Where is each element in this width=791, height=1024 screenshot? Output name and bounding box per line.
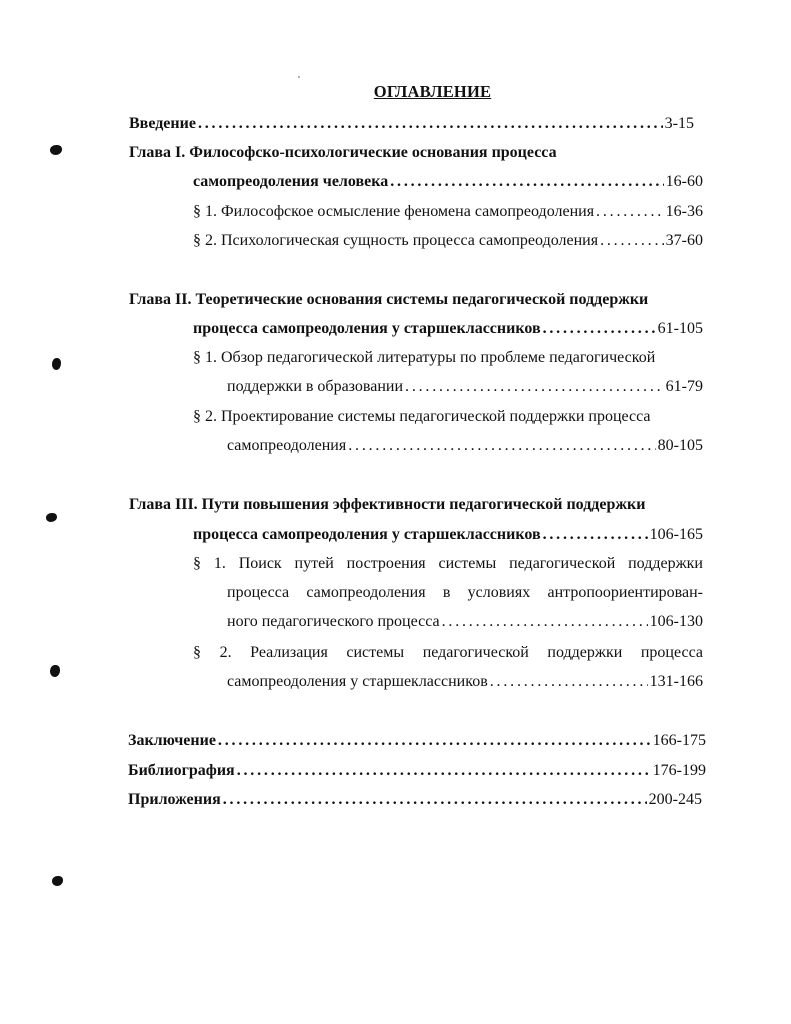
toc-entry-appendix	[128, 790, 702, 810]
toc-entry-label: самопреодоления	[227, 437, 347, 454]
dot-leader	[596, 202, 664, 222]
toc-section-2-2-title: § 2. Проектирование системы педагогической поддержки процесса	[193, 408, 651, 425]
scan-hole-mark	[52, 876, 63, 886]
scan-hole-mark	[50, 665, 60, 677]
toc-entry-pages: 61-105	[657, 320, 703, 337]
toc-entry-label: самопреодоления у старшеклассников	[227, 673, 488, 690]
toc-entry-label: ного педагогического процесса	[227, 613, 440, 630]
toc-entry-label: Приложения	[128, 791, 221, 808]
toc-entry-pages: 16-36	[665, 203, 703, 220]
toc-chapter-1	[193, 172, 703, 192]
toc-entry-conclusion	[128, 731, 706, 751]
toc-entry-label: Заключение	[128, 732, 216, 749]
toc-section-2-2	[227, 436, 703, 456]
toc-entry-pages: 3-15	[664, 115, 694, 132]
dot-leader	[390, 172, 663, 192]
toc-section-2-1	[227, 377, 703, 397]
scan-speck	[298, 76, 300, 78]
toc-entry-pages: 106-130	[649, 613, 703, 630]
page-title: ОГЛАВЛЕНИЕ	[373, 82, 492, 101]
toc-section-2-1-title: § 1. Обзор педагогической литературы по проблеме педагогической	[193, 349, 656, 366]
toc-entry-bibliography	[128, 761, 706, 781]
toc-entry-pages: 80-105	[657, 437, 703, 454]
dot-leader	[198, 114, 663, 134]
toc-section-1-1	[193, 202, 703, 222]
toc-entry-label: Библиография	[128, 762, 235, 779]
scan-hole-mark	[46, 513, 57, 522]
dot-leader	[223, 790, 647, 810]
toc-entry-label: процесса самопреодоления у старшеклассников	[193, 526, 541, 543]
toc-chapter-3-title: Глава III. Пути повышения эффективности педагогической поддержки	[129, 496, 646, 513]
toc-chapter-2-title: Глава II. Теоретические основания системы педагогической поддержки	[129, 291, 649, 308]
toc-entry-pages: 131-166	[649, 673, 703, 690]
dot-leader	[237, 761, 651, 781]
dot-leader	[543, 525, 648, 545]
dot-leader	[600, 231, 664, 251]
toc-section-3-1-cont: процесса самопреодоления в условиях антропоориентирован-	[227, 584, 703, 601]
dot-leader	[490, 672, 648, 692]
toc-entry-label: § 2. Психологическая сущность процесса самопреодоления	[193, 232, 599, 249]
toc-entry-label: § 1. Философское осмысление феномена самопреодоления	[193, 203, 595, 220]
dot-leader	[348, 436, 655, 456]
toc-chapter-1-title: Глава I. Философско-психологические основания процесса	[129, 144, 557, 161]
toc-entry-label: самопреодоления человека	[193, 173, 389, 190]
toc-entry-intro	[129, 114, 694, 134]
toc-entry-pages: 37-60	[665, 232, 703, 249]
toc-chapter-3	[193, 525, 703, 545]
toc-entry-pages: 61-79	[665, 378, 703, 395]
toc-chapter-2	[193, 319, 703, 339]
scan-hole-mark	[52, 358, 61, 370]
toc-entry-pages: 16-60	[665, 173, 703, 190]
scan-hole-mark	[50, 145, 62, 155]
dot-leader	[405, 377, 664, 397]
toc-entry-label: поддержки в образовании	[227, 378, 404, 395]
toc-entry-pages: 106-165	[649, 526, 703, 543]
toc-entry-label: процесса самопреодоления у старшеклассников	[193, 320, 541, 337]
toc-section-3-2	[227, 672, 703, 692]
toc-entry-pages: 166-175	[652, 732, 706, 749]
toc-section-3-2-title: § 2. Реализация системы педагогической поддержки процесса	[193, 644, 703, 661]
dot-leader	[442, 612, 648, 632]
dot-leader	[543, 319, 656, 339]
toc-entry-pages: 200-245	[648, 791, 702, 808]
toc-section-1-2	[193, 231, 703, 251]
toc-entry-label: Введение	[129, 115, 196, 132]
toc-section-3-1-title: § 1. Поиск путей построения системы педагогической поддержки	[193, 555, 703, 572]
toc-entry-pages: 176-199	[652, 762, 706, 779]
toc-section-3-1	[227, 612, 703, 632]
dot-leader	[218, 731, 651, 751]
